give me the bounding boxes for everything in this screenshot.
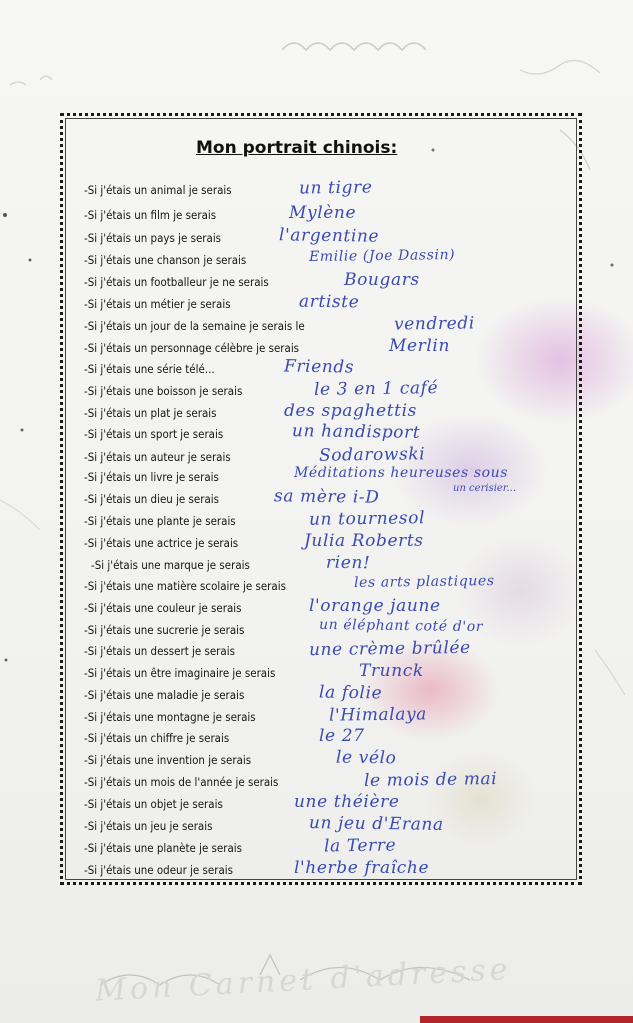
entry-question: -Si j'étais une couleur je serais xyxy=(84,602,242,615)
entry-answer: un tigre xyxy=(298,177,373,199)
red-binding-strip xyxy=(420,1016,633,1023)
entry-answer: Méditations heureuses sous xyxy=(294,465,509,481)
entry-question: -Si j'étais une maladie je serais xyxy=(84,689,245,702)
entry-question: -Si j'étais une chanson je serais xyxy=(84,254,247,267)
entry-question: -Si j'étais un film je serais xyxy=(84,209,217,222)
entry-answer: Bougars xyxy=(344,270,420,290)
entry-question: -Si j'étais un animal je serais xyxy=(84,184,232,197)
entry-answer: Merlin xyxy=(389,336,451,356)
entry-question: -Si j'étais un dieu je serais xyxy=(84,493,219,506)
entry-question: -Si j'étais un personnage célèbre je serais xyxy=(84,342,300,355)
entry-answer: la Terre xyxy=(323,835,397,857)
entry-answer: Julia Roberts xyxy=(304,531,424,551)
entry-answer: un tournesol xyxy=(308,508,426,530)
entry-question: -Si j'étais une plante je serais xyxy=(84,515,236,528)
entry-answer: un handisport xyxy=(291,421,421,443)
entry-answer: le vélo xyxy=(335,747,397,769)
entry-answer: rien! xyxy=(325,552,371,574)
entry-answer: une théière xyxy=(294,792,400,812)
book-answer-continuation: un cerisier... xyxy=(453,483,517,494)
entry-question: -Si j'étais une sucrerie je serais xyxy=(84,624,245,637)
footer-handwriting: Mon Carnet d'adresse xyxy=(94,951,513,1009)
entry-answer: Trunck xyxy=(359,661,424,681)
entry-question: -Si j'étais un chiffre je serais xyxy=(84,732,230,745)
entry-question: -Si j'étais un livre je serais xyxy=(84,471,219,484)
entry-question: -Si j'étais une odeur je serais xyxy=(84,864,233,877)
entry-answer: Emilie (Joe Dassin) xyxy=(308,246,456,266)
entry-question: -Si j'étais une boisson je serais xyxy=(84,385,243,398)
entry-question: -Si j'étais un auteur je serais xyxy=(84,451,231,464)
entry-answer: Sodarowski xyxy=(318,444,426,466)
entry-question: -Si j'étais un jour de la semaine je serais le xyxy=(84,320,305,333)
entry-question: -Si j'étais un être imaginaire je serais xyxy=(84,667,276,680)
entry-question: -Si j'étais une invention je serais xyxy=(84,754,252,767)
entry-answer: les arts plastiques xyxy=(353,573,495,591)
entry-answer: sa mère i-D xyxy=(273,486,380,508)
entry-answer: l'orange jaune xyxy=(309,596,441,616)
entry-question: -Si j'étais un sport je serais xyxy=(84,428,224,441)
entry-answer: des spaghettis xyxy=(284,401,417,421)
entry-answer: vendredi xyxy=(393,313,475,335)
entry-question: -Si j'étais une matière scolaire je serais xyxy=(84,580,286,593)
entry-question: -Si j'étais une actrice je serais xyxy=(84,537,239,550)
entry-question: -Si j'étais un dessert je serais xyxy=(84,645,235,658)
entry-question: -Si j'étais une marque je serais xyxy=(91,559,250,572)
entry-answer: un jeu d'Erana xyxy=(308,813,444,835)
entry-answer: le mois de mai xyxy=(363,769,498,791)
entry-question: -Si j'étais un mois de l'année je serais xyxy=(84,776,279,789)
entry-question: -Si j'étais un jeu je serais xyxy=(84,820,213,833)
entry-answer: une crème brûlée xyxy=(308,637,471,661)
entry-answer: le 3 en 1 café xyxy=(313,378,439,400)
entry-answer: le 27 xyxy=(319,726,365,746)
page-title: Mon portrait chinois: xyxy=(196,138,398,158)
entry-question: -Si j'étais un footballeur je ne serais xyxy=(84,276,269,289)
entry-question: -Si j'étais un objet je serais xyxy=(84,798,223,811)
entry-question: -Si j'étais une montagne je serais xyxy=(84,711,256,724)
entry-question: -Si j'étais une planète je serais xyxy=(84,842,243,855)
entry-answer: la folie xyxy=(318,682,383,704)
entry-question: -Si j'étais un plat je serais xyxy=(84,407,217,420)
entry-answer: l'herbe fraîche xyxy=(294,858,430,878)
entry-answer: un éléphant coté d'or xyxy=(318,616,484,636)
entry-question: -Si j'étais un métier je serais xyxy=(84,298,231,311)
entry-question: -Si j'étais un pays je serais xyxy=(84,232,222,245)
entry-answer: l'argentine xyxy=(278,225,380,247)
entry-answer: Friends xyxy=(283,356,355,378)
entry-answer: artiste xyxy=(298,291,360,313)
entry-question: -Si j'étais une série télé... xyxy=(84,363,215,376)
entry-answer: Mylène xyxy=(289,203,357,223)
entry-answer: l'Himalaya xyxy=(328,704,428,726)
